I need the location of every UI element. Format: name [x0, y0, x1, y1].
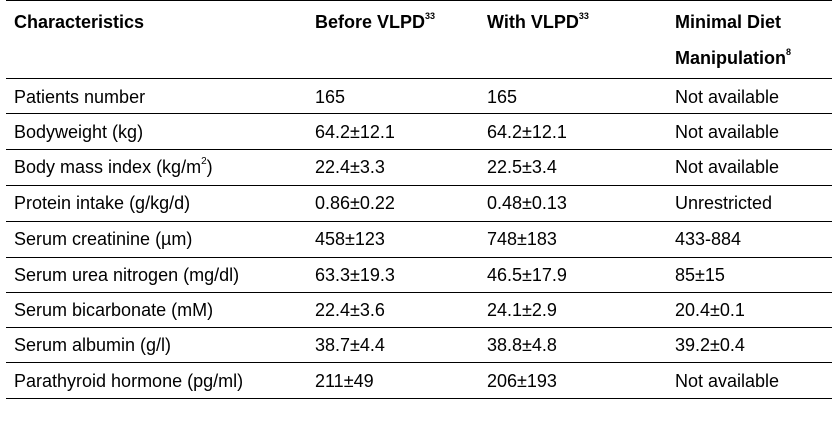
row-label: Body mass index $(kg/m^2)$	[14, 156, 213, 177]
before-vlpd-value: 22.4±3.6	[315, 300, 385, 320]
row-label: Protein intake (g/kg/d)	[14, 193, 191, 213]
with-vlpd-value: 64.2±12.1	[487, 122, 567, 142]
before-vlpd-value: 38.7±4.4	[315, 335, 385, 355]
minimal-diet-value: Not available	[675, 371, 780, 391]
with-vlpd-value: 38.8±4.8	[487, 335, 557, 355]
row-rule	[6, 113, 832, 114]
header-minimal-diet: Minimal Diet Manipulation$^8$	[675, 12, 792, 68]
table-row	[6, 258, 832, 293]
minimal-diet-value: 39.2±0.4	[675, 335, 745, 355]
with-vlpd-value: 24.1±2.9	[487, 300, 557, 320]
minimal-diet-value: Not available	[675, 122, 780, 142]
before-vlpd-value: 63.3±19.3	[315, 265, 395, 285]
row-label: Parathyroid hormone (pg/ml)	[14, 371, 244, 391]
table-row	[6, 364, 832, 399]
row-label: Serum urea nitrogen (mg/dl)	[14, 265, 240, 285]
table-row	[6, 328, 832, 363]
row-label: Serum bicarbonate (mM)	[14, 300, 214, 320]
header-before-vlpd: Before VLPD$^{33}$	[315, 11, 436, 32]
table-row	[6, 115, 832, 150]
header-characteristics: Characteristics	[14, 12, 145, 32]
before-vlpd-value: 22.4±3.3	[315, 157, 385, 177]
table-row	[6, 80, 832, 115]
row-label: Serum albumin (g/l)	[14, 335, 172, 355]
with-vlpd-value: 165	[487, 87, 518, 107]
minimal-diet-value: Unrestricted	[675, 193, 773, 213]
table-header-row	[6, 1, 832, 75]
with-vlpd-value: 206±193	[487, 371, 557, 391]
table-row	[6, 186, 832, 221]
with-vlpd-value: 46.5±17.9	[487, 265, 567, 285]
minimal-diet-value: 20.4±0.1	[675, 300, 745, 320]
table-row	[6, 293, 832, 328]
row-label: Serum creatinine (µm)	[14, 229, 193, 249]
before-vlpd-value: 165	[315, 87, 346, 107]
table-row	[6, 150, 832, 185]
row-rule	[6, 398, 832, 399]
table-row	[6, 222, 832, 257]
before-vlpd-value: 0.86±0.22	[315, 193, 395, 213]
row-label: Patients number	[14, 87, 146, 107]
row-rule	[6, 362, 832, 363]
minimal-diet-value: 433-884	[675, 229, 742, 249]
header-rule	[6, 78, 832, 79]
minimal-diet-value: Not available	[675, 157, 780, 177]
before-vlpd-value: 458±123	[315, 229, 385, 249]
header-with-vlpd: With VLPD$^{33}$	[487, 11, 589, 32]
with-vlpd-value: 748±183	[487, 229, 557, 249]
row-label: Bodyweight (kg)	[14, 122, 144, 142]
with-vlpd-value: 0.48±0.13	[487, 193, 567, 213]
minimal-diet-value: Not available	[675, 87, 780, 107]
minimal-diet-value: 85±15	[675, 265, 725, 285]
with-vlpd-value: 22.5±3.4	[487, 157, 557, 177]
before-vlpd-value: 64.2±12.1	[315, 122, 395, 142]
before-vlpd-value: 211±49	[315, 371, 374, 391]
